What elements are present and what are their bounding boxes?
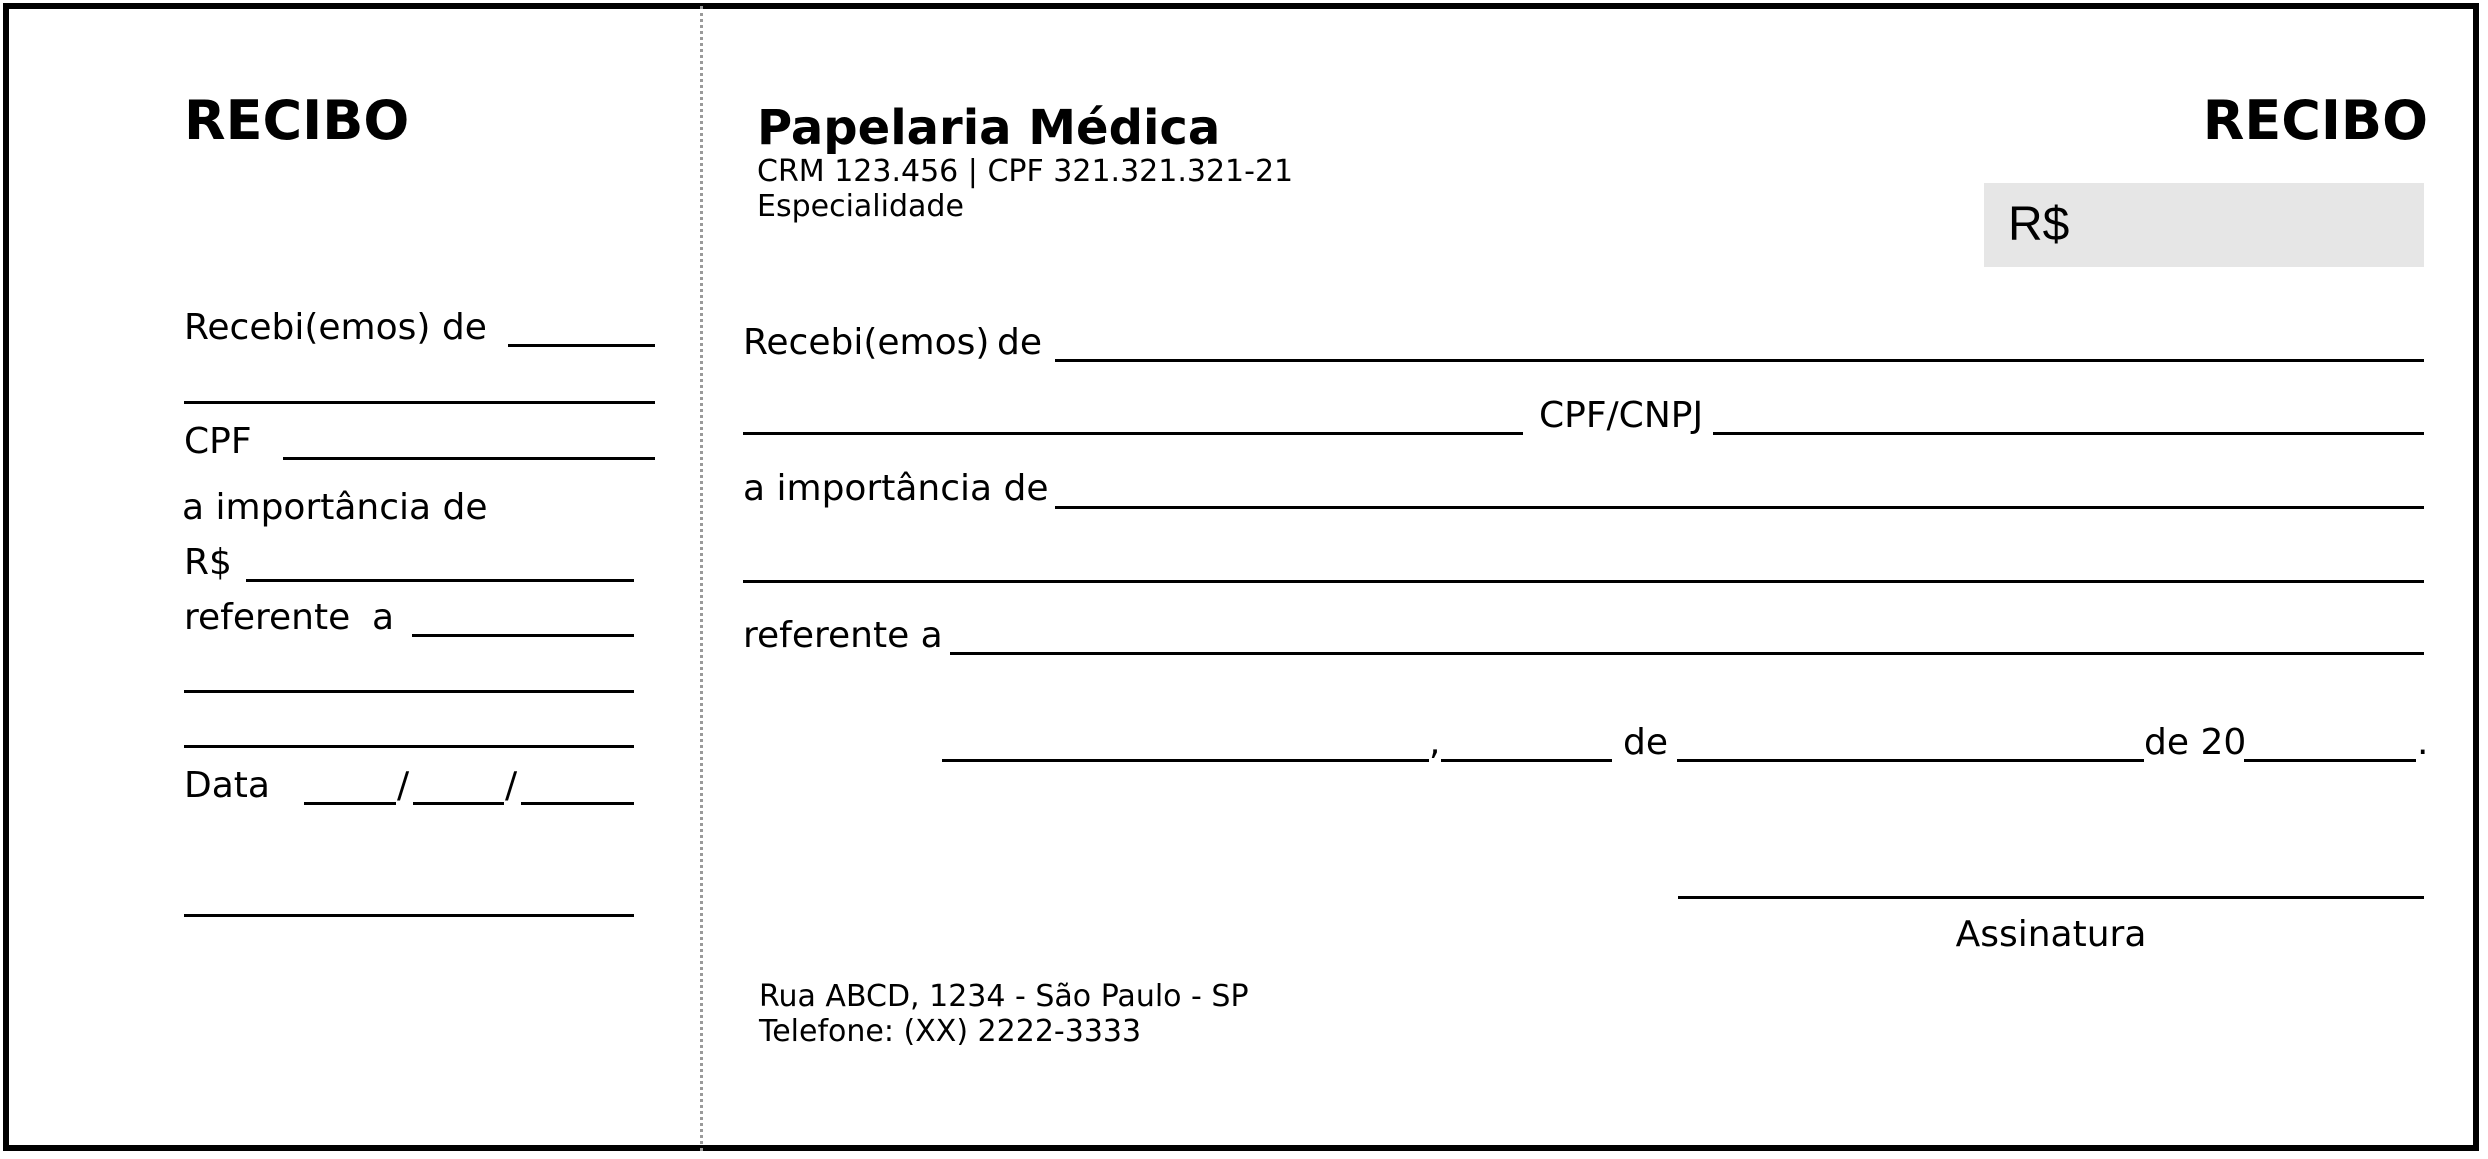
amount-line[interactable] [1055,506,2424,509]
company-registration: CRM 123.456 | CPF 321.321.321-21 [757,154,1294,189]
stub-reference-line-3[interactable] [184,745,634,748]
received-from-line-2[interactable] [743,432,1523,435]
amount-label: a importância de [743,468,1049,509]
date-city-line[interactable] [942,759,1429,762]
stub-reference-a: a [372,597,395,638]
stub-date-year-line[interactable] [521,802,634,805]
amount-line-2[interactable] [743,580,2424,583]
amount-box[interactable] [1984,183,2424,267]
stub-signature-line[interactable] [184,914,634,917]
stub-date-month-line[interactable] [413,802,504,805]
address: Rua ABCD, 1234 - São Paulo - SP [759,979,1249,1014]
stub-cpf-label: CPF [184,421,252,462]
company-specialty: Especialidade [757,189,964,224]
stub-date-day-line[interactable] [304,802,396,805]
received-from-line[interactable] [1055,359,2424,362]
date-de: de [1623,722,1668,763]
stub-reference-line-2[interactable] [184,690,634,693]
stub-received-from-line-2[interactable] [184,401,655,404]
reference-label: referente a [743,615,943,656]
stub-received-from-line-1[interactable] [508,344,655,347]
stub-amount-line[interactable] [246,579,634,582]
phone: Telefone: (XX) 2222-3333 [759,1014,1142,1049]
stub-reference-line-1[interactable] [412,634,634,637]
stub-cpf-line[interactable] [283,457,655,460]
perforation-divider [700,6,703,1151]
signature-label: Assinatura [1955,914,2147,955]
signature-line[interactable] [1678,896,2424,899]
stub-date-label: Data [184,765,270,806]
cpf-cnpj-label: CPF/CNPJ [1539,395,1704,436]
stub-date-sep-2: / [505,765,518,806]
date-day-line[interactable] [1441,759,1612,762]
stub-date-sep-1: / [397,765,410,806]
stub-received-from-label: Recebi(emos) de [184,307,487,348]
stub-reference-label: referente [184,597,351,638]
amount-box-currency: R$ [2008,198,2070,251]
receipt-title: RECIBO [2202,89,2428,152]
cpf-cnpj-line[interactable] [1713,432,2424,435]
reference-line[interactable] [950,652,2424,655]
date-period: . [2417,722,2429,763]
stub-title: RECIBO [184,89,410,152]
date-year-prefix: de 20 [2144,722,2247,763]
stub-currency-label: R$ [184,542,232,583]
date-month-line[interactable] [1677,759,2144,762]
received-de: de [997,322,1042,363]
date-year-line[interactable] [2244,759,2416,762]
date-comma: , [1429,722,1441,763]
company-name: Papelaria Médica [757,100,1221,156]
received-label: Recebi(emos) [743,322,990,363]
stub-amount-label: a importância de [182,487,488,528]
